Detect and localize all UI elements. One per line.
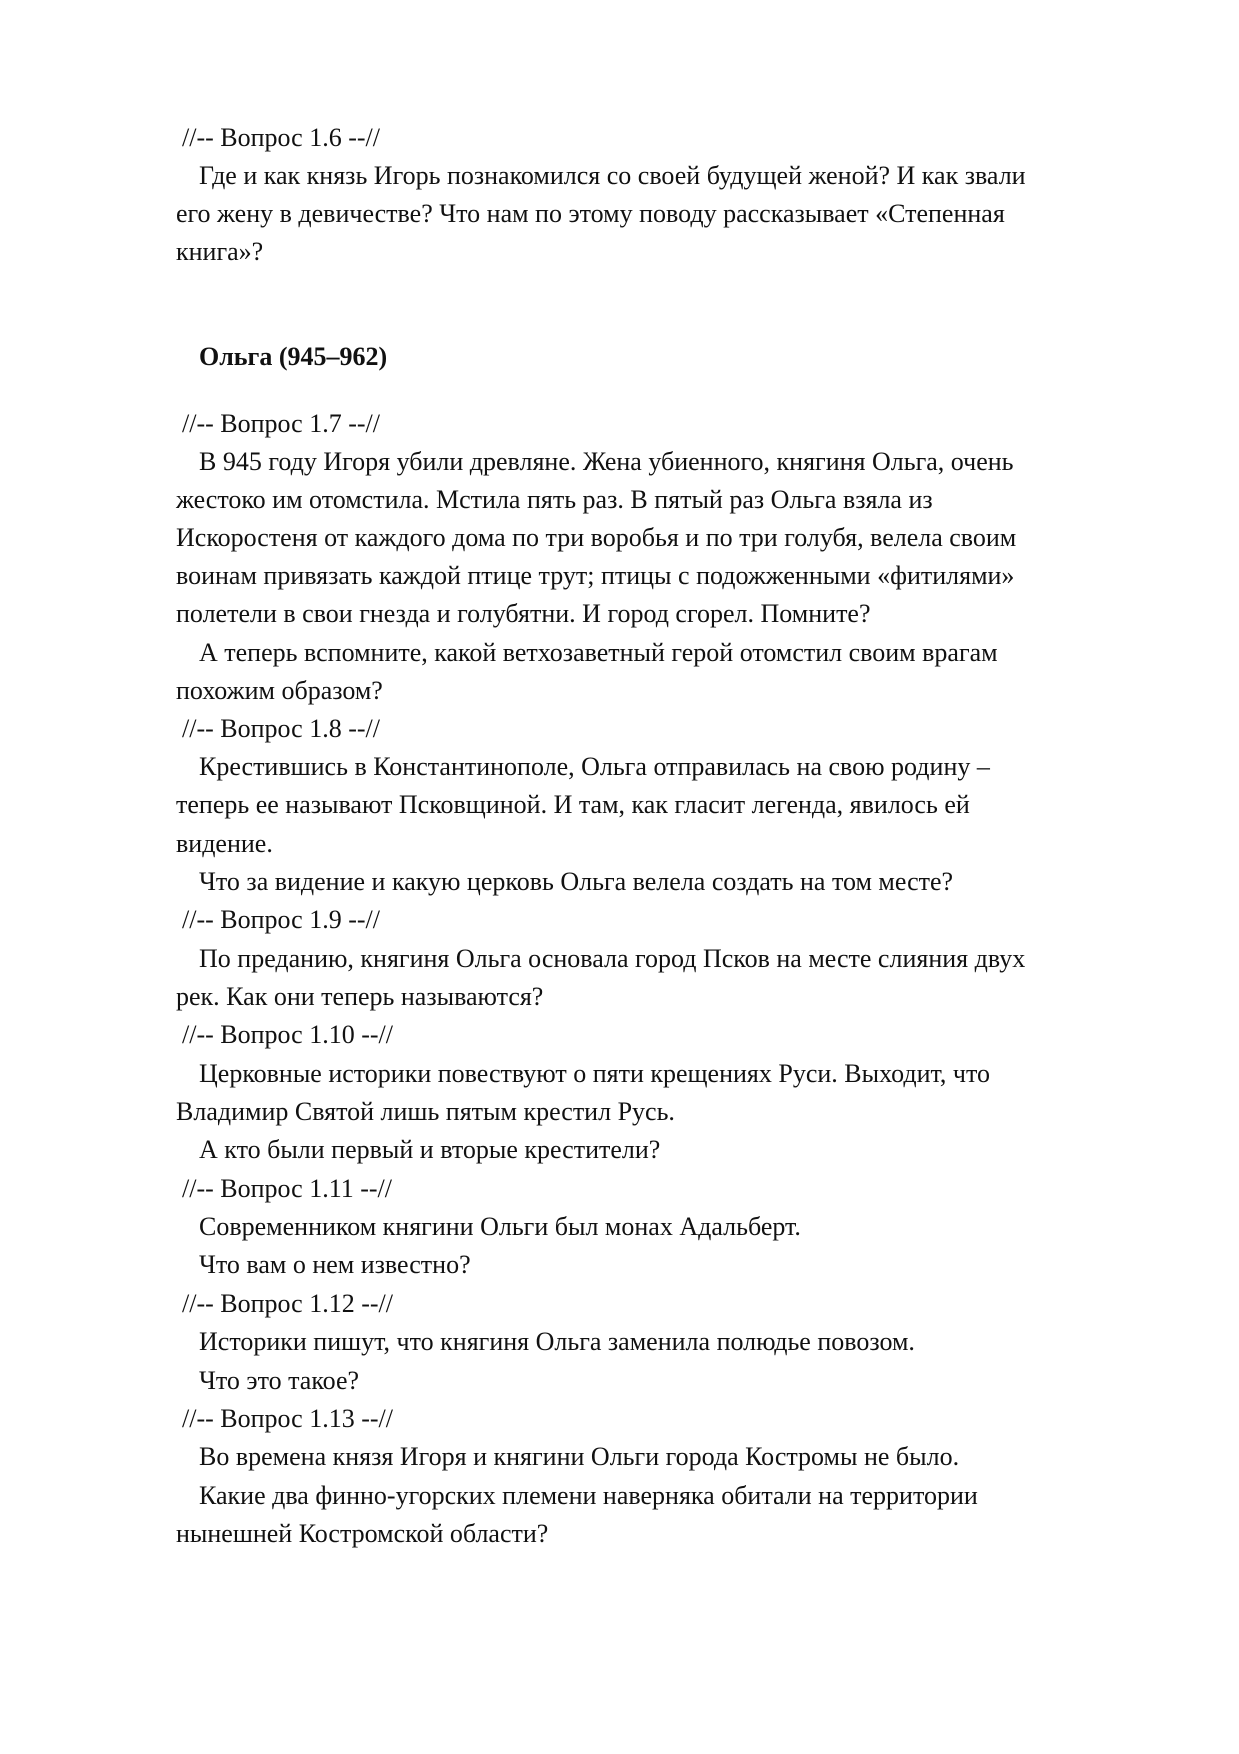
question-marker-1-12: //-- Вопрос 1.12 --// bbox=[182, 1289, 393, 1318]
question-text-line: нынешней Костромской области? bbox=[176, 1519, 549, 1548]
question-text-line: жестоко им отомстила. Мстила пять раз. В пятый раз Ольга взяла из bbox=[176, 485, 933, 514]
question-text-line: Во времена князя Игоря и княгини Ольги города Костромы не было. bbox=[199, 1442, 960, 1471]
question-text-line: Историки пишут, что княгиня Ольга заменила полюдье повозом. bbox=[199, 1327, 915, 1356]
question-text-line: его жену в девичестве? Что нам по этому поводу рассказывает «Степенная bbox=[176, 199, 1005, 228]
question-text-line: теперь ее называют Псковщиной. И там, как гласит легенда, явилось ей bbox=[176, 790, 970, 819]
question-marker-1-11: //-- Вопрос 1.11 --// bbox=[182, 1174, 393, 1203]
question-marker-1-10: //-- Вопрос 1.10 --// bbox=[182, 1020, 393, 1049]
question-text-line: рек. Как они теперь называются? bbox=[176, 982, 544, 1011]
question-text-line: полетели в свои гнезда и голубятни. И город сгорел. Помните? bbox=[176, 599, 871, 628]
question-text-line: Современником княгини Ольги был монах Адальберт. bbox=[199, 1212, 801, 1241]
question-text-line: Какие два финно-угорских племени наверняка обитали на территории bbox=[199, 1481, 978, 1510]
question-text-line: книга»? bbox=[176, 237, 264, 266]
question-marker-1-8: //-- Вопрос 1.8 --// bbox=[182, 714, 380, 743]
question-text-line: А кто были первый и вторые крестители? bbox=[199, 1135, 661, 1164]
question-text-line: Что это такое? bbox=[199, 1366, 360, 1395]
question-text-line: Владимир Святой лишь пятым крестил Русь. bbox=[176, 1097, 675, 1126]
question-text-line: Искоростеня от каждого дома по три воробья и по три голубя, велела своим bbox=[176, 523, 1017, 552]
question-text-line: А теперь вспомните, какой ветхозаветный герой отомстил своим врагам bbox=[199, 638, 998, 667]
question-text-line: воинам привязать каждой птице трут; птицы с подожженными «фитилями» bbox=[176, 561, 1015, 590]
question-text-line: Церковные историки повествуют о пяти крещениях Руси. Выходит, что bbox=[199, 1059, 991, 1088]
question-text-line: По преданию, княгиня Ольга основала город Псков на месте слияния двух bbox=[199, 944, 1026, 973]
question-text-line: Крестившись в Константинополе, Ольга отправилась на свою родину – bbox=[199, 752, 990, 781]
question-marker-1-9: //-- Вопрос 1.9 --// bbox=[182, 905, 380, 934]
question-text-line: Что вам о нем известно? bbox=[199, 1250, 471, 1279]
question-text-line: Где и как князь Игорь познакомился со своей будущей женой? И как звали bbox=[199, 161, 1026, 190]
question-text-line: видение. bbox=[176, 829, 273, 858]
question-text-line: Что за видение и какую церковь Ольга велела создать на том месте? bbox=[199, 867, 954, 896]
question-marker-1-6: //-- Вопрос 1.6 --// bbox=[182, 123, 380, 152]
question-text-line: похожим образом? bbox=[176, 676, 383, 705]
question-text-line: В 945 году Игоря убили древляне. Жена убиенного, княгиня Ольга, очень bbox=[199, 447, 1014, 476]
section-heading: Ольга (945–962) bbox=[199, 342, 388, 371]
question-marker-1-7: //-- Вопрос 1.7 --// bbox=[182, 409, 380, 438]
question-marker-1-13: //-- Вопрос 1.13 --// bbox=[182, 1404, 393, 1433]
